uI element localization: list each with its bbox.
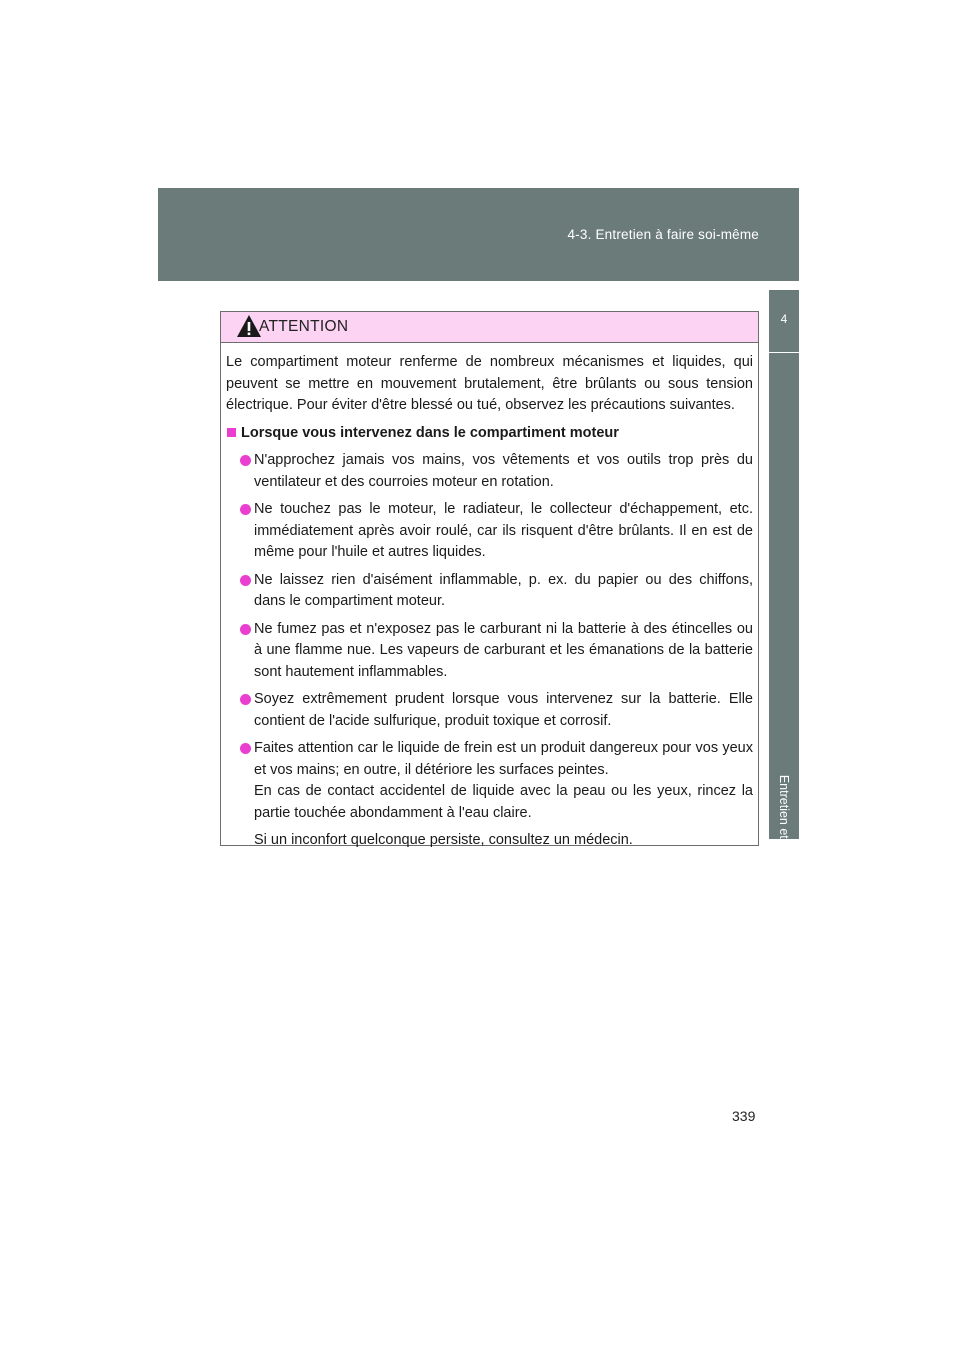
section-title: 4-3. Entretien à faire soi-même xyxy=(567,227,759,242)
bullet-dot-icon xyxy=(240,575,251,586)
chapter-number-tab xyxy=(769,290,799,352)
page-number: 339 xyxy=(732,1108,756,1124)
list-item-text: Faites attention car le liquide de frein est un produit dangereux pour vos yeux et vos mains; en outre, il détériore les surfaces peintes. xyxy=(254,740,753,778)
list-item-text-continued: En cas de contact accidentel de liquide avec la peau ou les yeux, rincez la partie touchée abondamment à l'eau claire. xyxy=(254,783,753,821)
list-item xyxy=(226,499,753,564)
list-item-text: Ne fumez pas et n'exposez pas le carburant ni la batterie à des étincelles ou à une flamme nue. Les vapeurs de carburant et les émanations de la batterie sont hautement inflammables. xyxy=(254,620,753,680)
closing-note: Si un inconfort quelconque persiste, consultez un médecin. xyxy=(254,832,633,848)
list-item xyxy=(226,689,753,732)
chapter-number: 4 xyxy=(780,312,788,326)
bullet-dot-icon xyxy=(240,455,251,466)
list-item-text: Soyez extrêmement prudent lorsque vous intervenez sur la batterie. Elle contient de l'acide sulfurique, produit toxique et corrosif. xyxy=(254,691,753,729)
list-item-text: Ne touchez pas le moteur, le radiateur, le collecteur d'échappement, etc. immédiatement après avoir roulé, car ils risquent d'être brûlants. Il en est de même pour l'huile et autres liquides. xyxy=(254,501,753,560)
bullet-dot-icon xyxy=(240,743,251,754)
list-item xyxy=(226,570,753,613)
warning-title: ATTENTION xyxy=(259,318,349,335)
header-band xyxy=(158,188,799,281)
bullet-dot-icon xyxy=(240,624,251,635)
square-bullet-icon xyxy=(227,428,236,437)
bullet-dot-icon xyxy=(240,504,251,515)
list-item xyxy=(226,450,753,493)
warning-content xyxy=(221,343,758,852)
list-item xyxy=(226,738,753,824)
list-item-text: N'approchez jamais vos mains, vos vêtements et vos outils trop près du ventilateur et des courroies moteur en rotation. xyxy=(254,452,753,490)
bullet-dot-icon xyxy=(240,694,251,705)
chapter-label-tab xyxy=(769,353,799,866)
section-heading-text: Lorsque vous intervenez dans le compartiment moteur xyxy=(241,424,619,441)
list-item xyxy=(226,619,753,684)
list-item-text: Ne laissez rien d'aisément inflammable, p. ex. du papier ou des chiffons, dans le compartiment moteur. xyxy=(254,571,753,609)
section-heading xyxy=(226,423,753,445)
chapter-label: Entretien et soin xyxy=(777,774,791,866)
warning-header xyxy=(221,312,758,343)
warning-box xyxy=(220,311,759,846)
warning-intro: Le compartiment moteur renferme de nombreux mécanismes et liquides, qui peuvent se mettre en mouvement brutalement, être brûlants ou sous tension électrique. Pour éviter d'être blessé ou tué, observez les précautions suivantes. xyxy=(226,354,753,413)
